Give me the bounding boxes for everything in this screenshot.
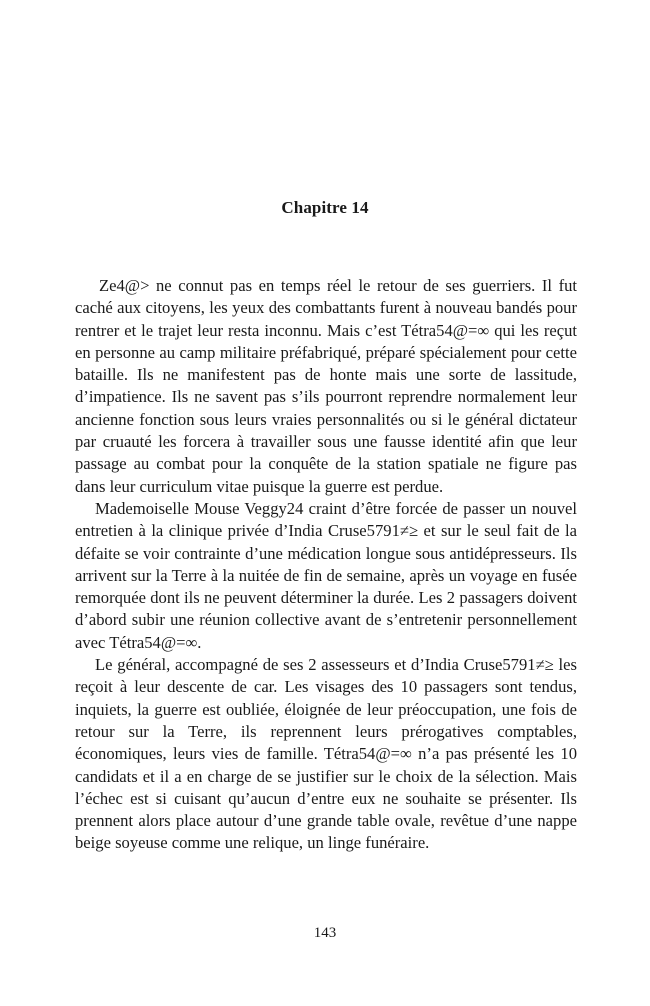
paragraph-3: Le général, accompagné de ses 2 assesseurs et d’India Cruse5791≠≥ les reçoit à leur descente de car. Les visages des 10 passagers sont tendus, inquiets, la guerre est oubliée, éloignée de leur préoccupation, une fois de retour sur la Terre, ils reprennent leurs prérogatives comptables, économiques, leurs vies de famille. Tétra54@=∞ n’a pas présenté les 10 candidats et il a en charge de se justifier sur le choix de la sélection. Mais l’échec est si cuisant qu’aucun d’entre eux ne souhaite se présenter. Ils prennent alors place autour d’une grande table ovale, revêtue d’une nappe beige soyeuse comme une relique, un linge funéraire.	[75, 655, 577, 853]
body-text	[75, 275, 577, 855]
paragraph-1: Ze4@> ne connut pas en temps réel le retour de ses guerriers. Il fut caché aux citoyens, les yeux des combattants furent à nouveau bandés pour rentrer et le trajet leur resta inconnu. Mais c’est Tétra54@=∞ qui les reçut en personne au camp militaire préfabriqué, préparé spécialement pour cette bataille. Ils ne manifestent pas de honte mais une sorte de lassitude, d’impatience. Ils ne savent pas s’ils pourront reprendre normalement leur ancienne fonction sous leurs vraies personnalités ou si le général dictateur par cruauté les forcera à travailler sous une fausse identité afin que leur passage au combat pour la conquête de la station spatiale ne figure pas dans leur curriculum vitae puisque la guerre est perdue.	[75, 276, 577, 496]
paragraph-2: Mademoiselle Mouse Veggy24 craint d’être forcée de passer un nouvel entretien à la clinique privée d’India Cruse5791≠≥ et sur le seul fait de la défaite se voir contrainte d’une médication longue sous antidépresseurs. Ils arrivent sur la Terre à la nuitée de fin de semaine, après un voyage en fusée remorquée dont ils ne peuvent déterminer la durée. Les 2 passagers doivent d’abord subir une réunion collective avant de s’entretenir personnellement avec Tétra54@=∞.	[75, 498, 577, 652]
page-number: 143	[313, 925, 337, 941]
chapter-title: Chapitre 14	[281, 198, 369, 217]
